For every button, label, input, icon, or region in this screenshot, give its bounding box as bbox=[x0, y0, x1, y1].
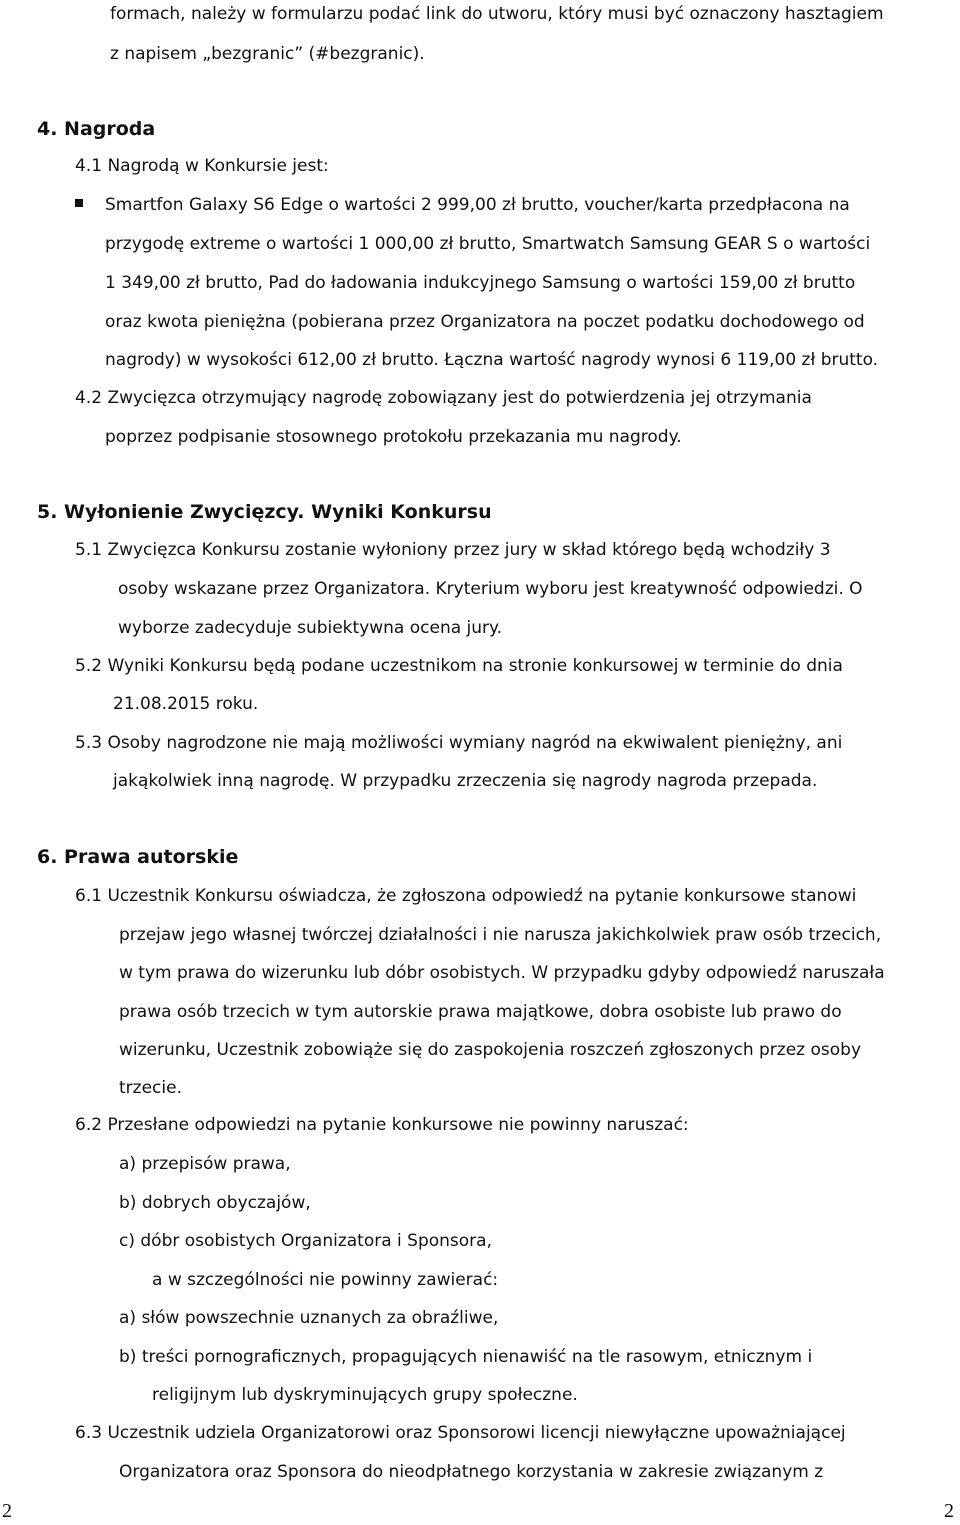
paragraph-line: wizerunku, Uczestnik zobowiąże się do zaspokojenia roszczeń zgłoszonych przez osoby bbox=[119, 1040, 861, 1060]
paragraph-line: Smartfon Galaxy S6 Edge o wartości 2 999,00 zł brutto, voucher/karta przedpłacona na bbox=[105, 195, 850, 215]
paragraph-line: przygodę extreme o wartości 1 000,00 zł brutto, Smartwatch Samsung GEAR S o wartości bbox=[105, 234, 871, 254]
paragraph-line: 4.1 Nagrodą w Konkursie jest: bbox=[75, 156, 329, 176]
page-number: 2 bbox=[944, 1500, 954, 1522]
bullet-square-icon bbox=[75, 199, 83, 207]
page-number: 2 bbox=[2, 1500, 12, 1522]
paragraph-line: 21.08.2015 roku. bbox=[113, 694, 259, 714]
paragraph-line: 5.2 Wyniki Konkursu będą podane uczestnikom na stronie konkursowej w terminie do dnia bbox=[75, 656, 843, 676]
paragraph-line: 6.1 Uczestnik Konkursu oświadcza, że zgłoszona odpowiedź na pytanie konkursowe stanowi bbox=[75, 886, 857, 906]
paragraph-line: 5.1 Zwycięzca Konkursu zostanie wyłoniony przez jury w skład którego będą wchodziły 3 bbox=[75, 540, 831, 560]
paragraph-line: przejaw jego własnej twórczej działalności i nie narusza jakichkolwiek praw osób trzecich, bbox=[119, 925, 882, 945]
paragraph-line: religijnym lub dyskryminujących grupy społeczne. bbox=[152, 1385, 578, 1405]
list-item: c) dóbr osobistych Organizatora i Sponsora, bbox=[119, 1231, 492, 1251]
paragraph-line: 5.3 Osoby nagrodzone nie mają możliwości wymiany nagród na ekwiwalent pieniężny, ani bbox=[75, 733, 843, 753]
paragraph-line: trzecie. bbox=[119, 1078, 182, 1098]
paragraph-line: 1 349,00 zł brutto, Pad do ładowania indukcyjnego Samsung o wartości 159,00 zł brutto bbox=[105, 273, 856, 293]
paragraph-line: w tym prawa do wizerunku lub dóbr osobistych. W przypadku gdyby odpowiedź naruszała bbox=[119, 963, 885, 983]
paragraph-line: poprzez podpisanie stosownego protokołu przekazania mu nagrody. bbox=[105, 427, 682, 447]
paragraph-line: wyborze zadecyduje subiektywna ocena jury. bbox=[118, 618, 503, 638]
section-heading: 4. Nagroda bbox=[37, 118, 156, 140]
paragraph-line: jakąkolwiek inną nagrodę. W przypadku zrzeczenia się nagrody nagroda przepada. bbox=[113, 771, 818, 791]
paragraph-line: a w szczególności nie powinny zawierać: bbox=[152, 1270, 499, 1290]
list-item: b) treści pornograficznych, propagujących nienawiść na tle rasowym, etnicznym i bbox=[119, 1347, 813, 1367]
text-line: z napisem „bezgranic” (#bezgranic). bbox=[110, 44, 425, 64]
paragraph-line: 6.3 Uczestnik udziela Organizatorowi oraz Sponsorowi licencji niewyłączne upoważniającej bbox=[75, 1423, 846, 1443]
paragraph-line: prawa osób trzecich w tym autorskie prawa majątkowe, dobra osobiste lub prawo do bbox=[119, 1002, 842, 1022]
paragraph-line: osoby wskazane przez Organizatora. Kryterium wyboru jest kreatywność odpowiedzi. O bbox=[118, 579, 863, 599]
list-item: a) przepisów prawa, bbox=[119, 1154, 291, 1174]
list-item: b) dobrych obyczajów, bbox=[119, 1193, 311, 1213]
paragraph-line: Organizatora oraz Sponsora do nieodpłatnego korzystania w zakresie związanym z bbox=[119, 1462, 824, 1482]
paragraph-line: 6.2 Przesłane odpowiedzi na pytanie konkursowe nie powinny naruszać: bbox=[75, 1115, 689, 1135]
paragraph-line: nagrody) w wysokości 612,00 zł brutto. Łączna wartość nagrody wynosi 6 119,00 zł brutto. bbox=[105, 350, 879, 370]
paragraph-line: 4.2 Zwycięzca otrzymujący nagrodę zobowiązany jest do potwierdzenia jej otrzymania bbox=[75, 388, 812, 408]
text-line: formach, należy w formularzu podać link do utworu, który musi być oznaczony hasztagiem bbox=[110, 4, 884, 24]
list-item: a) słów powszechnie uznanych za obraźliwe, bbox=[119, 1308, 499, 1328]
section-heading: 5. Wyłonienie Zwycięzcy. Wyniki Konkursu bbox=[37, 501, 492, 523]
paragraph-line: oraz kwota pieniężna (pobierana przez Organizatora na poczet podatku dochodowego od bbox=[105, 312, 865, 332]
section-heading: 6. Prawa autorskie bbox=[37, 846, 239, 868]
